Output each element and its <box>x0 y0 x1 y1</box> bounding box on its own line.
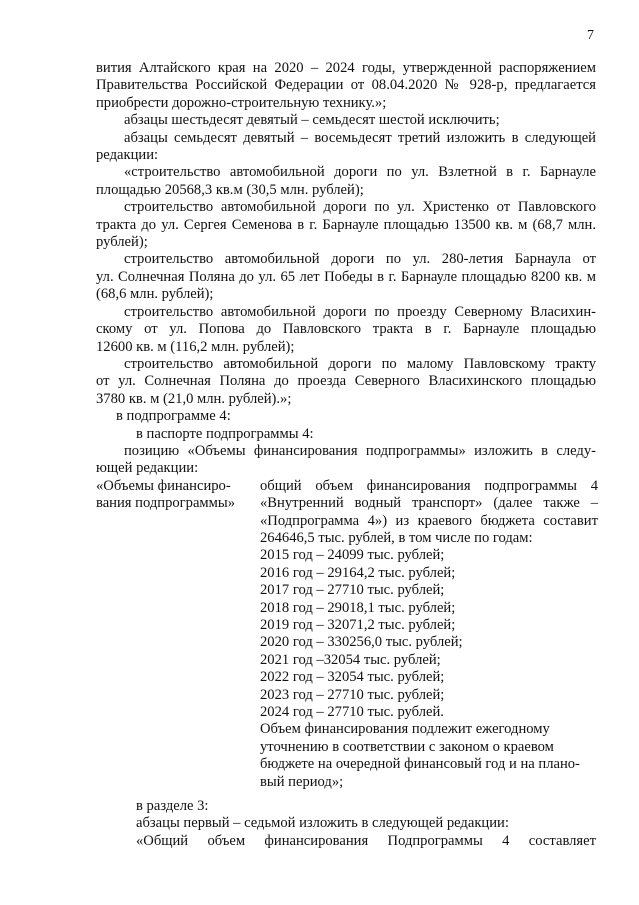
financing-table <box>96 478 596 798</box>
paragraph-exclude: абзацы шестьдесят девятый – семьдесят шестой исключить; <box>124 112 500 129</box>
road-item: рублей); <box>96 234 148 251</box>
road-item: 12600 кв. м (116,2 млн. рублей); <box>96 338 295 355</box>
passport-heading: в паспорте подпрограммы 4: <box>136 425 314 442</box>
road-item: от ул. Солнечная Поляна до проезда Северного Власихинского площадью <box>96 373 596 390</box>
paragraph-first-seventh: абзацы первый – седьмой изложить в следующей редакции: <box>136 815 509 832</box>
intro-line: вития Алтайского края на 2020 – 2024 годы, утвержденной распоряжением <box>96 60 596 76</box>
year-amount: 2020 год – 330256,0 тыс. рублей; <box>260 634 463 651</box>
road-item: тракта до ул. Сергея Семенова в г. Барнауле площадью 13500 кв. м (68,7 млн. <box>96 216 596 233</box>
year-amount: 2024 год – 27710 тыс. рублей. <box>260 704 444 721</box>
financing-note: вый период»; <box>260 773 344 790</box>
financing-label <box>96 478 251 513</box>
financing-text: «Подпрограмма 4») из краевого бюджета составит <box>260 512 598 529</box>
financing-label-line: «Объемы финансиро- <box>96 477 231 494</box>
year-amount: 2015 год – 24099 тыс. рублей; <box>260 547 445 564</box>
paragraph-redact: абзацы семьдесят девятый – восемьдесят третий изложить в следующей <box>124 129 596 146</box>
financing-body <box>260 478 598 791</box>
year-amount: 2022 год – 32054 тыс. рублей; <box>260 669 445 686</box>
year-amount: 2023 год – 27710 тыс. рублей; <box>260 686 445 703</box>
road-item: строительство автомобильной дороги по проезду Северному Власихин- <box>124 303 596 320</box>
paragraph-redact: редакции: <box>96 147 159 164</box>
paragraph-last: «Общий объем финансирования Подпрограммы 4 составляет <box>136 832 596 849</box>
financing-note: Объем финансирования подлежит ежегодному <box>260 721 550 738</box>
year-amount: 2019 год – 32071,2 тыс. рублей; <box>260 617 456 633</box>
intro-line: Правительства Российской Федерации от 08.04.2020 № 928-р, предлагается <box>96 77 596 94</box>
financing-text: 264646,5 тыс. рублей, в том числе по годам: <box>260 529 533 546</box>
document-body <box>96 60 596 850</box>
year-amount: 2018 год – 29018,1 тыс. рублей; <box>260 599 456 616</box>
position-line: ющей редакции: <box>96 460 199 477</box>
section-heading: в разделе 3: <box>136 797 209 814</box>
financing-label-line: вания подпрограммы» <box>96 495 236 512</box>
financing-text: общий объем финансирования подпрограммы 4 <box>260 477 598 494</box>
position-line: позицию «Объемы финансирования подпрограммы» изложить в следу- <box>124 442 596 459</box>
road-item: строительство автомобильной дороги по малому Павловскому тракту <box>124 355 596 372</box>
year-amount: 2016 год – 29164,2 тыс. рублей; <box>260 564 456 581</box>
page-number: 7 <box>587 28 594 43</box>
road-item: (68,6 млн. рублей); <box>96 286 214 303</box>
financing-note: уточнению в соответствии с законом о краевом <box>260 738 554 755</box>
road-item: строительство автомобильной дороги по ул. 280-летия Барнаула от <box>124 251 596 268</box>
financing-note: бюджете на очередной финансовый год и на плано- <box>260 756 580 773</box>
year-amount: 2017 год – 27710 тыс. рублей; <box>260 582 445 599</box>
road-item: ул. Солнечная Поляна до ул. 65 лет Победы в г. Барнауле площадью 8200 кв. м <box>96 268 596 285</box>
financing-text: «Внутренний водный транспорт» (далее также – <box>260 495 598 512</box>
year-amount: 2021 год –32054 тыс. рублей; <box>260 651 441 668</box>
intro-line: приобрести дорожно-строительную технику.»; <box>96 94 387 111</box>
road-item: строительство автомобильной дороги по ул. Христенко от Павловского <box>124 199 596 216</box>
road-item: 3780 кв. м (21,0 млн. рублей).»; <box>96 390 292 407</box>
subprogram-heading: в подпрограмме 4: <box>116 408 231 425</box>
road-item: «строительство автомобильной дороги по ул. Взлетной в г. Барнауле <box>124 164 596 181</box>
road-item: скому от ул. Попова до Павловского тракта в г. Барнауле площадью <box>96 321 596 338</box>
road-item: площадью 20568,3 кв.м (30,5 млн. рублей); <box>96 181 364 198</box>
